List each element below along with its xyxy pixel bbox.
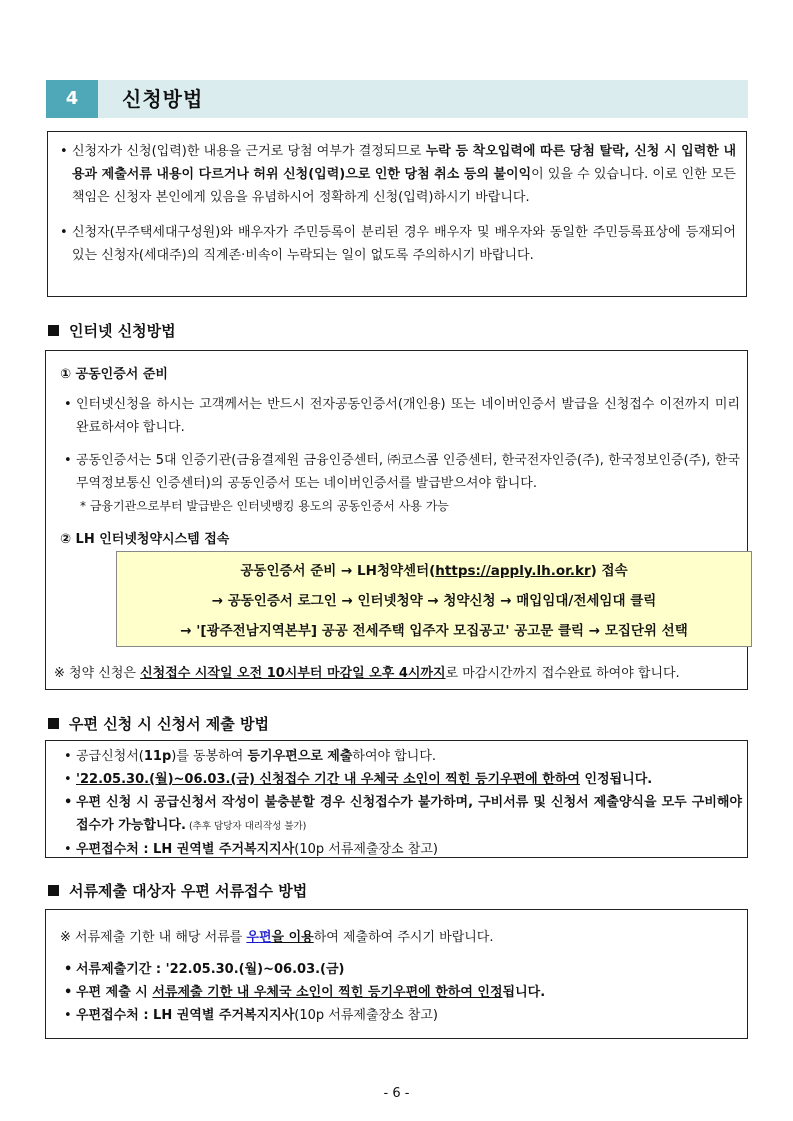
docs-bullet-1: • 서류제출기간 : '22.05.30.(월)~06.03.(금) <box>64 958 740 981</box>
square-bullet-icon <box>48 325 59 336</box>
section-title: 신청방법 <box>122 87 204 111</box>
docs-bullet-2: • 우편 제출 시 서류제출 기한 내 우체국 소인이 찍힌 등기우편에 한하여 인정됩니다. <box>64 981 740 1004</box>
square-bullet-icon <box>48 885 59 896</box>
postal-box <box>45 740 748 858</box>
internet-note: ※ 청약 신청은 신청접수 시작일 오전 10시부터 마감일 오후 4시까지로 마감시간까지 접수완료 하여야 합니다. <box>54 666 680 681</box>
notice-paragraph-1: • 신청자가 신청(입력)한 내용을 근거로 당첨 여부가 결정되므로 누락 등 착오입력에 따른 당첨 탈락, 신청 시 입력한 내용과 제출서류 내용이 다르거나 허위 신청(입력)으로 인한 당첨 취소 등의 불이익이 있을 수 있습니다. 이로 인한 모든 책임은 신청자 본인에게 있음을 유념하시어 정확하게 신청(입력)하시기 바랍니다. <box>60 140 736 209</box>
internet-box <box>45 350 748 690</box>
docs-note: ※ 서류제출 기한 내 해당 서류를 우편을 이용하여 제출하여 주시기 바랍니다. <box>60 930 494 945</box>
notice-box <box>47 131 747 297</box>
step2-title: ② LH 인터넷청약시스템 접속 <box>60 532 230 547</box>
procedure-line-3: → '[광주전남지역본부] 공공 전세주택 입주자 모집공고' 공고문 클릭 → 모집단위 선택 <box>180 623 688 639</box>
lh-url-link[interactable]: https://apply.lh.or.kr <box>435 563 591 579</box>
postal-bullet-2: • '22.05.30.(월)~06.03.(금) 신청접수 기간 내 우체국 소인이 찍힌 등기우편에 한하여 인정됩니다. <box>64 768 742 791</box>
step1-bullet-2: • 공동인증서는 5대 인증기관(금융결제원 금융인증센터, ㈜코스콤 인증센터, 한국전자인증(주), 한국정보인증(주), 한국무역정보통신 인증센터)의 공동인증서 또는 네이버인증서를 발급받으셔야 합니다. <box>64 449 740 495</box>
section-header <box>46 80 748 118</box>
notice-paragraph-2: • 신청자(무주택세대구성원)와 배우자가 주민등록이 분리된 경우 배우자 및 배우자와 동일한 주민등록표상에 등재되어 있는 신청자(세대주)의 직계존·비속이 누락되는 일이 없도록 주의하시기 바랍니다. <box>60 221 736 267</box>
square-bullet-icon <box>48 718 59 729</box>
docs-bullet-3: • 우편접수처 : LH 권역별 주거복지지사(10p 서류제출장소 참고) <box>64 1004 740 1027</box>
docs-heading: 서류제출 대상자 우편 서류접수 방법 <box>48 880 307 901</box>
page-number: - 6 - <box>383 1086 410 1101</box>
step1-bullet-1: • 인터넷신청을 하시는 고객께서는 반드시 전자공동인증서(개인용) 또는 네이버인증서 발급을 신청접수 이전까지 미리 완료하셔야 합니다. <box>64 393 740 439</box>
postal-heading: 우편 신청 시 신청서 제출 방법 <box>48 713 269 734</box>
procedure-box <box>116 551 752 647</box>
internet-heading: 인터넷 신청방법 <box>48 320 176 341</box>
step1-title: ① 공동인증서 준비 <box>60 367 168 382</box>
step1-note: * 금융기관으로부터 발급받은 인터넷뱅킹 용도의 공동인증서 사용 가능 <box>80 499 449 513</box>
postal-bullet-1: • 공급신청서(11p)를 동봉하여 등기우편으로 제출하여야 합니다. <box>64 745 742 768</box>
postal-bullet-3: • 우편 신청 시 공급신청서 작성이 불충분할 경우 신청접수가 불가하며, 구비서류 및 신청서 제출양식을 모두 구비해야 접수가 가능합니다. (추후 담당자 대리작성 불가) <box>64 791 742 838</box>
section-number: 4 <box>46 80 98 118</box>
procedure-line-1: 공동인증서 준비 → LH청약센터(https://apply.lh.or.kr) 접속 <box>240 563 628 579</box>
postal-link[interactable]: 우편 <box>246 930 272 945</box>
postal-bullet-4: • 우편접수처 : LH 권역별 주거복지지사(10p 서류제출장소 참고) <box>64 838 742 861</box>
procedure-line-2: → 공동인증서 로그인 → 인터넷청약 → 청약신청 → 매입임대/전세임대 클릭 <box>211 593 657 609</box>
docs-box <box>45 909 748 1039</box>
